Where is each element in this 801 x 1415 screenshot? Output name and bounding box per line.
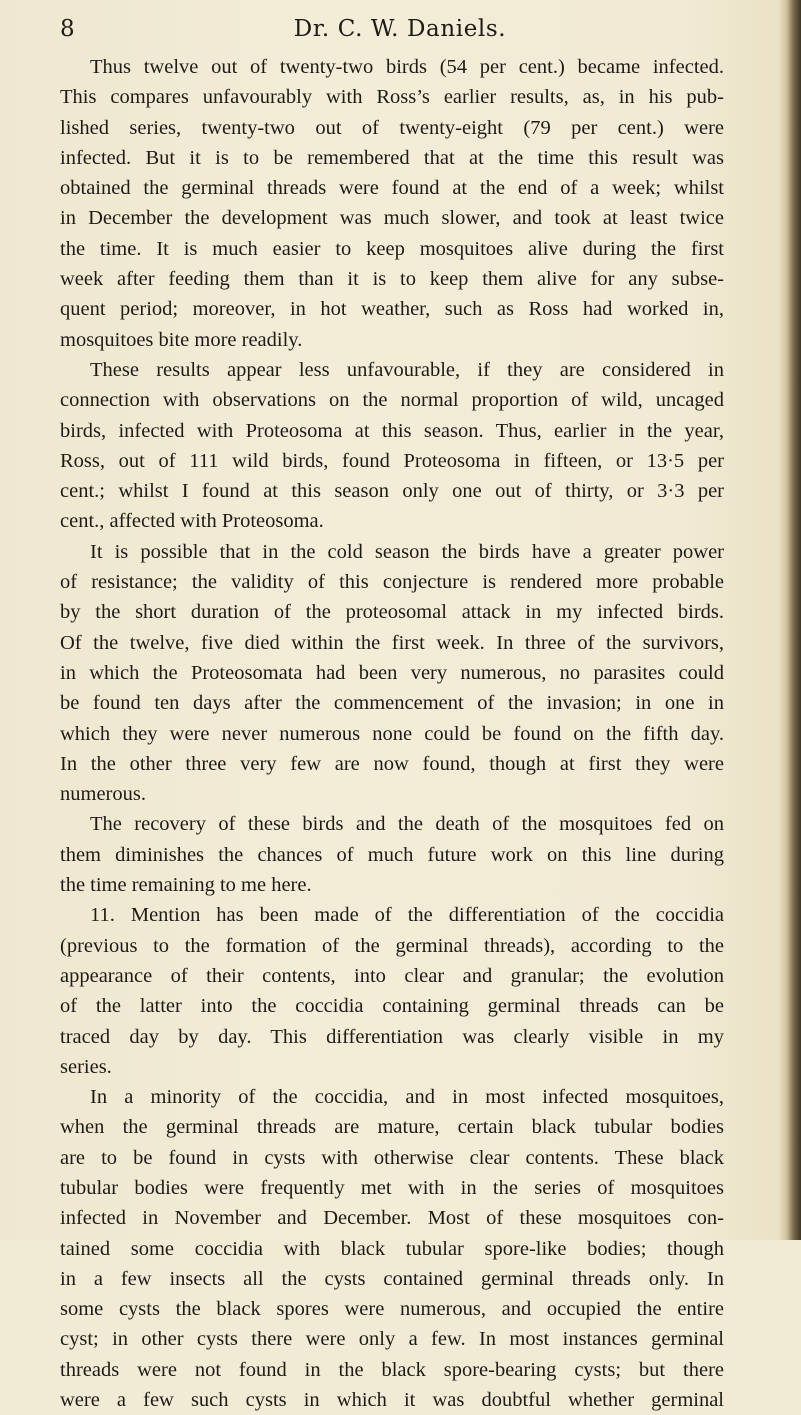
page-header <box>60 12 740 48</box>
text-line: by the short duration of the proteosomal attack in my infected birds. <box>60 601 724 624</box>
running-head: Dr. C. W. Daniels. <box>293 16 507 42</box>
text-line: the time. It is much easier to keep mosquitoes alive during the first <box>60 237 724 260</box>
text-line: cent., affected with Proteosoma. <box>60 510 324 533</box>
text-line: It is possible that in the cold season the birds have a greater power <box>90 540 724 563</box>
text-line: are to be found in cysts with otherwise clear contents. These black <box>60 1146 724 1169</box>
text-line: in which the Proteosomata had been very numerous, no parasites could <box>60 661 724 684</box>
text-line: infected. But it is to be remembered that at the time this result was <box>60 146 724 169</box>
text-line: threads were not found in the black spore-bearing cysts; but there <box>60 1358 724 1381</box>
text-line: Thus twelve out of twenty-two birds (54 per cent.) became infected. <box>90 56 724 78</box>
text-line: lished series, twenty-two out of twenty-eight (79 per cent.) were <box>60 116 724 139</box>
text-line: In the other three very few are now found, though at first they were <box>60 752 724 775</box>
text-line: in December the development was much slower, and took at least twice <box>60 207 724 230</box>
text-line: of the latter into the coccidia containing germinal threads can be <box>60 995 724 1018</box>
text-line: cyst; in other cysts there were only a few. In most instances germinal <box>60 1328 724 1351</box>
text-line: (previous to the formation of the germinal threads), according to the <box>60 934 724 957</box>
text-line: numerous. <box>60 783 146 806</box>
text-line: traced day by day. This differentiation was clearly visible in my <box>60 1025 724 1048</box>
text-line: the time remaining to me here. <box>60 874 312 897</box>
text-line: In a minority of the coccidia, and in most infected mosquitoes, <box>90 1086 724 1109</box>
text-line: Ross, out of 111 wild birds, found Proteosoma in fifteen, or 13·5 per <box>60 449 724 472</box>
text-line: obtained the germinal threads were found at the end of a week; whilst <box>60 177 724 200</box>
text-line: week after feeding them than it is to keep them alive for any subse- <box>60 268 724 291</box>
text-line: of resistance; the validity of this conjecture is rendered more probable <box>60 571 724 594</box>
page-binding-edge <box>779 0 801 1240</box>
text-line: mosquitoes bite more readily. <box>60 328 303 351</box>
text-line: connection with observations on the normal proportion of wild, uncaged <box>60 389 724 412</box>
text-line: This compares unfavourably with Ross’s earlier results, as, in his pub- <box>60 86 724 109</box>
text-line: tubular bodies were frequently met with in the series of mosquitoes <box>60 1176 724 1199</box>
text-line: which they were never numerous none could be found on the fifth day. <box>60 722 724 745</box>
text-line: cent.; whilst I found at this season only one out of thirty, or 3·3 per <box>60 480 724 503</box>
text-line: in a few insects all the cysts contained germinal threads only. In <box>60 1267 724 1290</box>
page-number: 8 <box>60 16 76 42</box>
text-line: Of the twelve, five died within the first week. In three of the survivors, <box>60 631 724 654</box>
text-line: The recovery of these birds and the death of the mosquitoes fed on <box>90 813 724 836</box>
text-line: tained some coccidia with black tubular spore-like bodies; though <box>60 1237 724 1260</box>
text-line: quent period; moreover, in hot weather, such as Ross had worked in, <box>60 298 724 321</box>
text-line: 11. Mention has been made of the differentiation of the coccidia <box>90 904 724 927</box>
body-text <box>60 52 724 1415</box>
text-line: appearance of their contents, into clear and granular; the evolution <box>60 964 724 987</box>
text-line: series. <box>60 1055 112 1078</box>
text-line: them diminishes the chances of much future work on this line during <box>60 843 724 866</box>
text-line: These results appear less unfavourable, if they are considered in <box>90 358 724 381</box>
text-line: be found ten days after the commencement of the invasion; in one in <box>60 692 724 715</box>
text-line: some cysts the black spores were numerous, and occupied the entire <box>60 1298 724 1321</box>
text-line: were a few such cysts in which it was doubtful whether germinal <box>60 1389 724 1412</box>
text-line: birds, infected with Proteosoma at this season. Thus, earlier in the year, <box>60 419 724 442</box>
text-line: when the germinal threads are mature, certain black tubular bodies <box>60 1116 724 1139</box>
text-line: infected in November and December. Most of these mosquitoes con- <box>60 1207 724 1230</box>
